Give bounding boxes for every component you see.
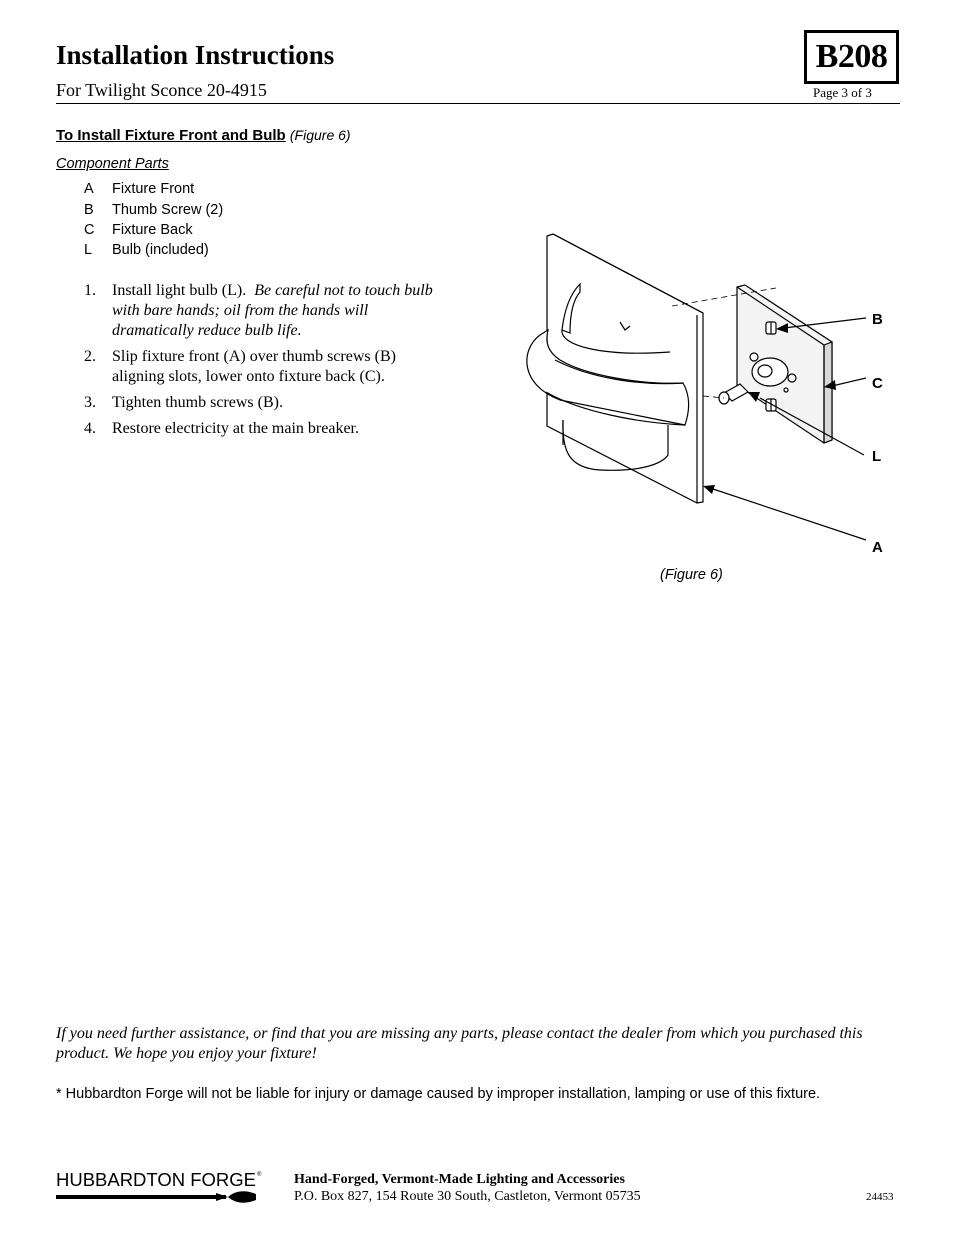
footer-tagline: Hand-Forged, Vermont-Made Lighting and Accessories bbox=[294, 1172, 625, 1187]
part-label: Thumb Screw (2) bbox=[112, 202, 224, 218]
hubbardton-forge-logo bbox=[56, 1168, 266, 1210]
liability-disclaimer: * Hubbardton Forge will not be liable for injury or damage caused by improper installation, lamping or use of this fixture. bbox=[56, 1086, 821, 1102]
part-key: B bbox=[84, 202, 94, 218]
step-number: 2. bbox=[84, 348, 96, 365]
fixture-exploded-diagram bbox=[515, 228, 895, 568]
step-line-text: Slip fixture front (A) over thumb screws (B) bbox=[112, 348, 396, 365]
document-number: 24453 bbox=[866, 1191, 894, 1203]
step-number: 1. bbox=[84, 282, 96, 299]
fixture-back-plate-edge bbox=[824, 342, 832, 443]
page-number: Page 3 of 3 bbox=[813, 85, 872, 100]
step-number: 3. bbox=[84, 394, 96, 411]
step-line-text: Restore electricity at the main breaker. bbox=[112, 420, 359, 437]
page-subtitle: For Twilight Sconce 20-4915 bbox=[56, 80, 267, 100]
page-title: Installation Instructions bbox=[56, 40, 335, 70]
part-label: Bulb (included) bbox=[112, 242, 209, 258]
step-warning-text: dramatically reduce bulb life. bbox=[112, 322, 302, 339]
part-item-a bbox=[84, 181, 194, 197]
step-warning-text: Be careful not to touch bulb bbox=[254, 282, 433, 299]
part-item-b bbox=[84, 202, 223, 218]
section-heading-text: To Install Fixture Front and Bulb bbox=[56, 127, 286, 144]
part-label: Fixture Front bbox=[112, 181, 195, 197]
part-key: A bbox=[84, 181, 94, 197]
part-key: L bbox=[84, 242, 93, 258]
part-item-c bbox=[84, 222, 193, 238]
part-label: Fixture Back bbox=[112, 222, 193, 238]
logo-text: HUBBARDTON FORGE bbox=[56, 1169, 256, 1190]
callout-c: C bbox=[872, 375, 883, 392]
part-item-l bbox=[84, 242, 209, 258]
step-line-text: Install light bulb (L). bbox=[112, 282, 247, 299]
component-parts-label: Component Parts bbox=[56, 156, 169, 172]
assistance-note: If you need further assistance, or find that you are missing any parts, please contact the dealer from which you purchased this product. We hope you enjoy your fixture! bbox=[56, 1025, 863, 1062]
step-line bbox=[112, 281, 433, 301]
section-heading bbox=[56, 127, 351, 144]
step-line-text: Tighten thumb screws (B). bbox=[112, 394, 283, 411]
step-number: 4. bbox=[84, 420, 96, 437]
callout-a: A bbox=[872, 539, 883, 556]
section-figure-ref: (Figure 6) bbox=[289, 127, 351, 143]
header-divider bbox=[56, 103, 900, 104]
footer-address: P.O. Box 827, 154 Route 30 South, Castleton, Vermont 05735 bbox=[294, 1189, 641, 1204]
step-line-text: aligning slots, lower onto fixture back (C). bbox=[112, 368, 385, 385]
step-warning-text: with bare hands; oil from the hands will bbox=[112, 302, 369, 319]
callout-l: L bbox=[872, 448, 882, 465]
svg-text:®: ® bbox=[257, 1172, 262, 1178]
document-code-box: B208 bbox=[804, 30, 899, 84]
figure-caption: (Figure 6) bbox=[660, 567, 723, 583]
part-key: C bbox=[84, 222, 95, 238]
callout-b: B bbox=[872, 311, 883, 328]
